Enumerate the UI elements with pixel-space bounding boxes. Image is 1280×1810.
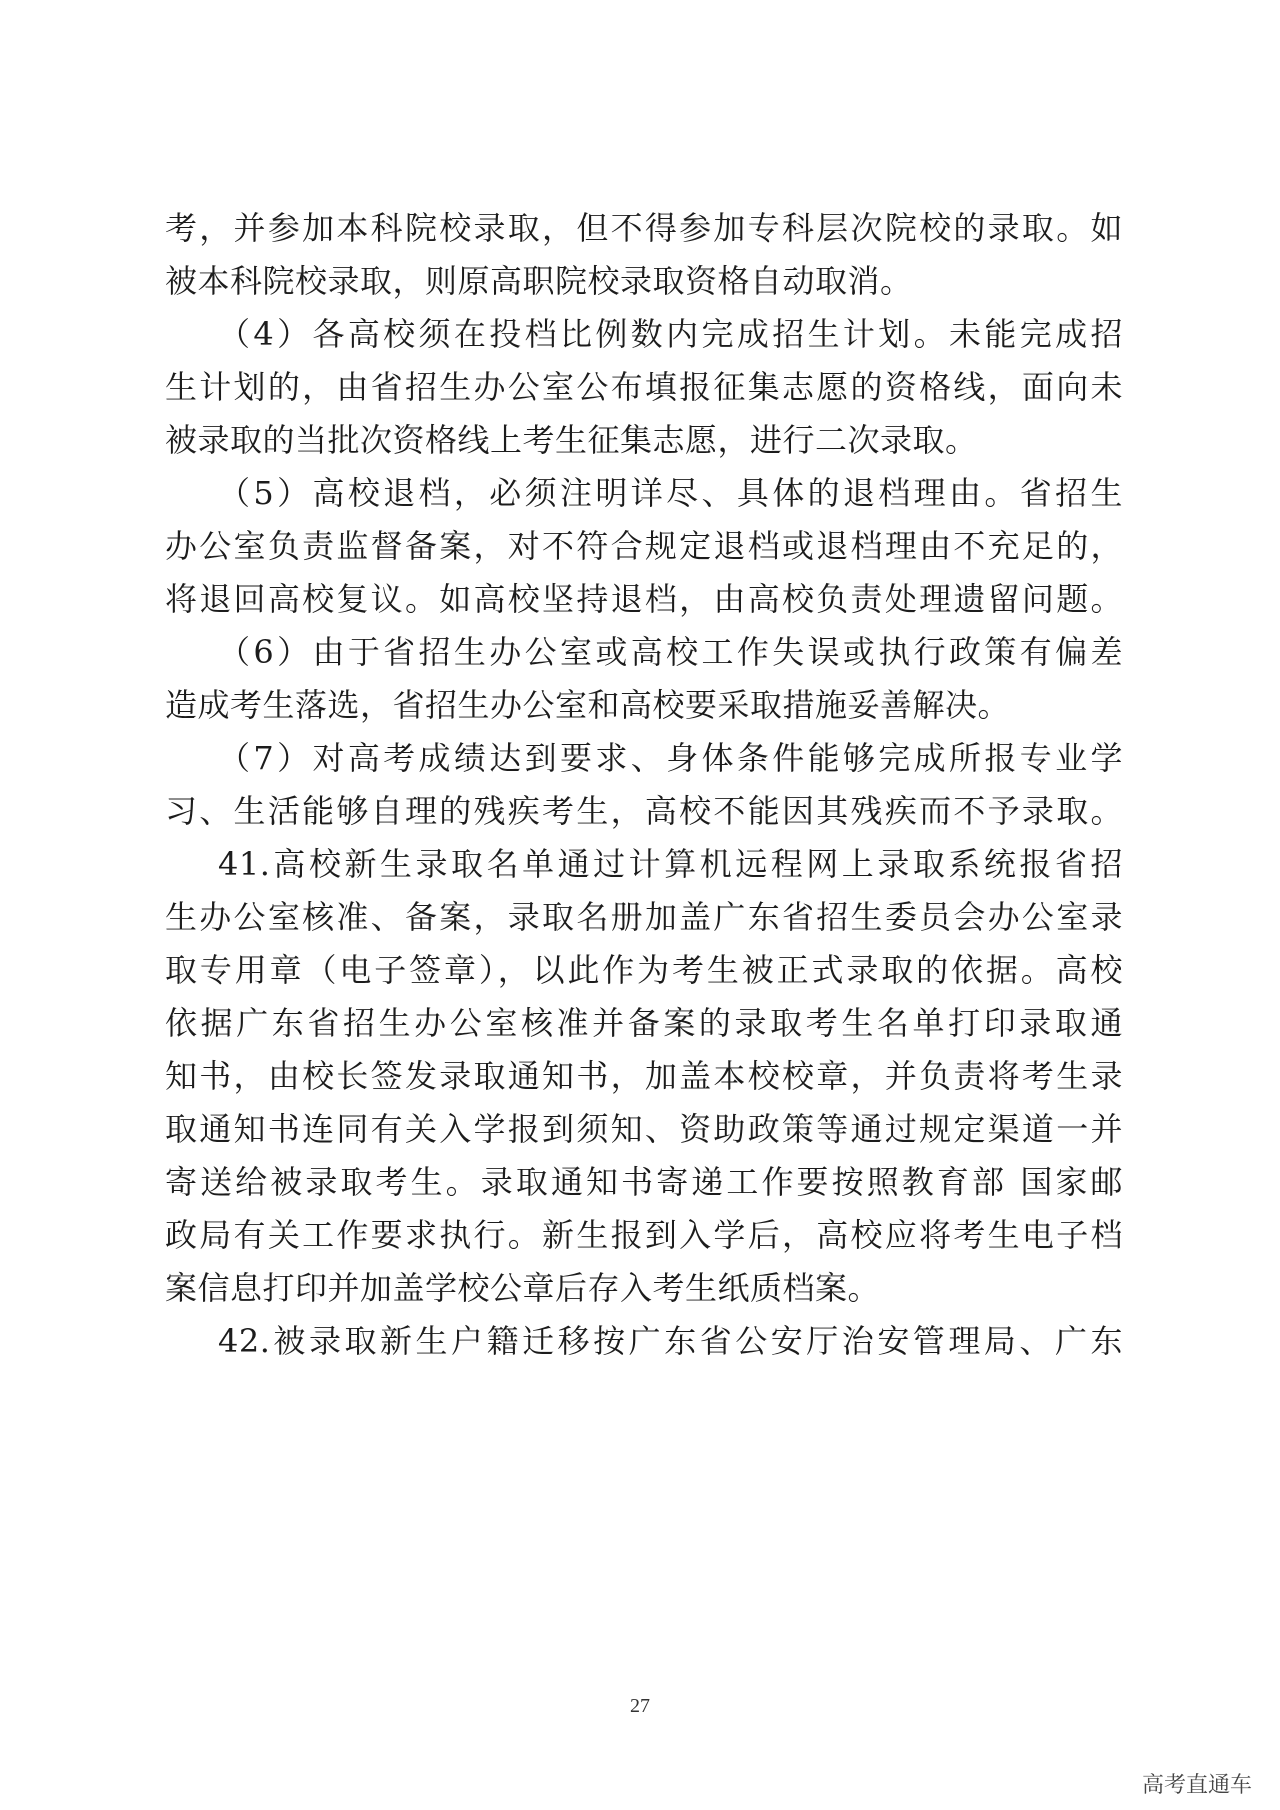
paragraph-5-line-3: 将退回高校复议。如高校坚持退档，由高校负责处理遗留问题。 — [165, 580, 1123, 618]
paragraph-4-line-3: 被录取的当批次资格线上考生征集志愿，进行二次录取。 — [165, 421, 978, 459]
section-41-line-7: 寄送给被录取考生。录取通知书寄递工作要按照教育部 国家邮 — [165, 1163, 1123, 1201]
paragraph-4-line-2: 生计划的，由省招生办公室公布填报征集志愿的资格线，面向未 — [165, 368, 1123, 406]
section-41-line-6: 取通知书连同有关入学报到须知、资助政策等通过规定渠道一并 — [165, 1110, 1123, 1148]
section-41-line-8: 政局有关工作要求执行。新生报到入学后，高校应将考生电子档 — [165, 1216, 1123, 1254]
section-41-line-9: 案信息打印并加盖学校公章后存入考生纸质档案。 — [165, 1269, 881, 1307]
paragraph-6-line-1: （6）由于省招生办公室或高校工作失误或执行政策有偏差 — [218, 633, 1123, 671]
text-line-2: 被本科院校录取，则原高职院校录取资格自动取消。 — [165, 262, 913, 300]
section-41-line-2: 生办公室核准、备案，录取名册加盖广东省招生委员会办公室录 — [165, 898, 1123, 936]
section-42-line-1: 42.被录取新生户籍迁移按广东省公安厅治安管理局、广东 — [218, 1322, 1123, 1360]
page-number: 27 — [630, 1695, 650, 1717]
watermark-text: 高考直通车 — [1141, 1773, 1252, 1798]
paragraph-7-line-2: 习、生活能够自理的残疾考生，高校不能因其残疾而不予录取。 — [165, 792, 1123, 830]
paragraph-6-line-2: 造成考生落选，省招生办公室和高校要采取措施妥善解决。 — [165, 686, 1011, 724]
text-line-1: 考，并参加本科院校录取，但不得参加专科层次院校的录取。如 — [165, 209, 1123, 247]
paragraph-4-line-1: （4）各高校须在投档比例数内完成招生计划。未能完成招 — [218, 315, 1123, 353]
paragraph-5-line-1: （5）高校退档，必须注明详尽、具体的退档理由。省招生 — [218, 474, 1123, 512]
paragraph-7-line-1: （7）对高考成绩达到要求、身体条件能够完成所报专业学 — [218, 739, 1123, 777]
section-41-line-1: 41.高校新生录取名单通过计算机远程网上录取系统报省招 — [218, 845, 1123, 883]
paragraph-5-line-2: 办公室负责监督备案，对不符合规定退档或退档理由不充足的， — [165, 527, 1123, 565]
section-41-line-5: 知书，由校长签发录取通知书，加盖本校校章，并负责将考生录 — [165, 1057, 1123, 1095]
section-41-line-3: 取专用章（电子签章），以此作为考生被正式录取的依据。高校 — [165, 951, 1123, 989]
section-41-line-4: 依据广东省招生办公室核准并备案的录取考生名单打印录取通 — [165, 1004, 1123, 1042]
